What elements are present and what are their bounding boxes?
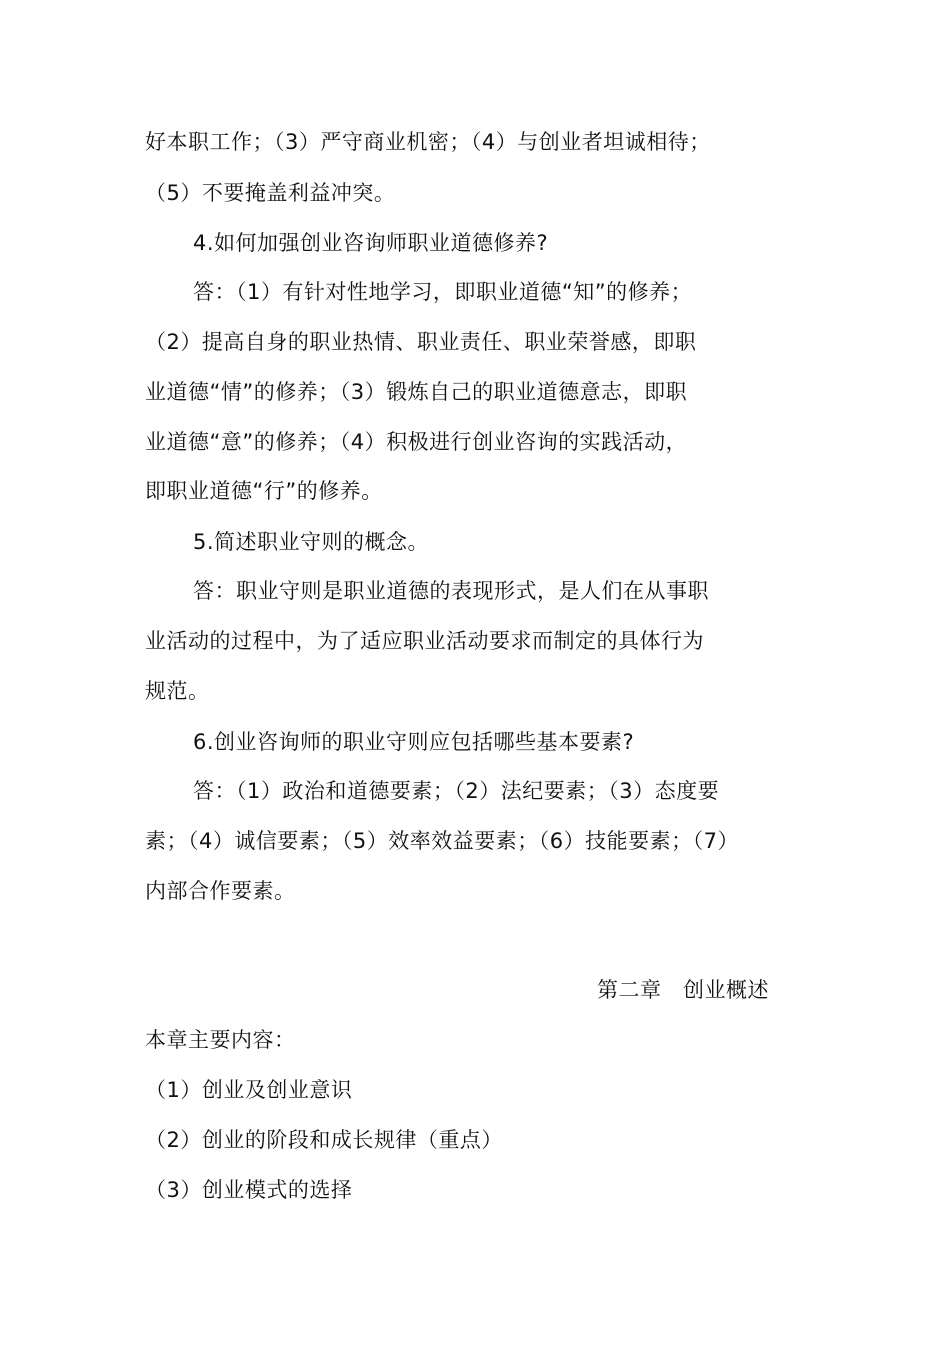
chapter-title: 第二章 创业概述	[597, 978, 769, 1002]
body-text-line: （5）不要掩盖利益冲突。	[145, 181, 396, 205]
chapter-intro: 本章主要内容：	[145, 1028, 296, 1052]
answer-text-line: （2）提高自身的职业热情、职业责任、职业荣誉感，即职	[145, 330, 697, 354]
chapter-list-item: （2）创业的阶段和成长规律（重点）	[145, 1128, 503, 1152]
question-heading: 4.如何加强创业咨询师职业道德修养?	[193, 231, 549, 255]
body-text-line: 好本职工作；（3）严守商业机密；（4）与创业者坦诚相待；	[145, 130, 711, 154]
answer-text-line: 业活动的过程中，为了适应职业活动要求而制定的具体行为	[145, 629, 704, 653]
answer-text-line: 即职业道德“行”的修养。	[145, 479, 383, 503]
answer-text-line: 规范。	[145, 679, 210, 703]
question-heading: 6.创业咨询师的职业守则应包括哪些基本要素?	[193, 730, 635, 754]
answer-text-line: 答：（1）政治和道德要素；（2）法纪要素；（3）态度要	[193, 779, 720, 803]
answer-text-line: 答：职业守则是职业道德的表现形式，是人们在从事职	[193, 579, 709, 603]
chapter-list-item: （1）创业及创业意识	[145, 1078, 353, 1102]
answer-text-line: 业道德“情”的修养；（3）锻炼自己的职业道德意志，即职	[145, 380, 688, 404]
chapter-list-item: （3）创业模式的选择	[145, 1178, 353, 1202]
answer-text-line: 内部合作要素。	[145, 879, 296, 903]
answer-text-line: 素；（4）诚信要素；（5）效率效益要素；（6）技能要素；（7）	[145, 829, 739, 853]
answer-text-line: 业道德“意”的修养；（4）积极进行创业咨询的实践活动，	[145, 430, 688, 454]
question-heading: 5.简述职业守则的概念。	[193, 530, 430, 554]
answer-text-line: 答：（1）有针对性地学习，即职业道德“知”的修养；	[193, 280, 693, 304]
